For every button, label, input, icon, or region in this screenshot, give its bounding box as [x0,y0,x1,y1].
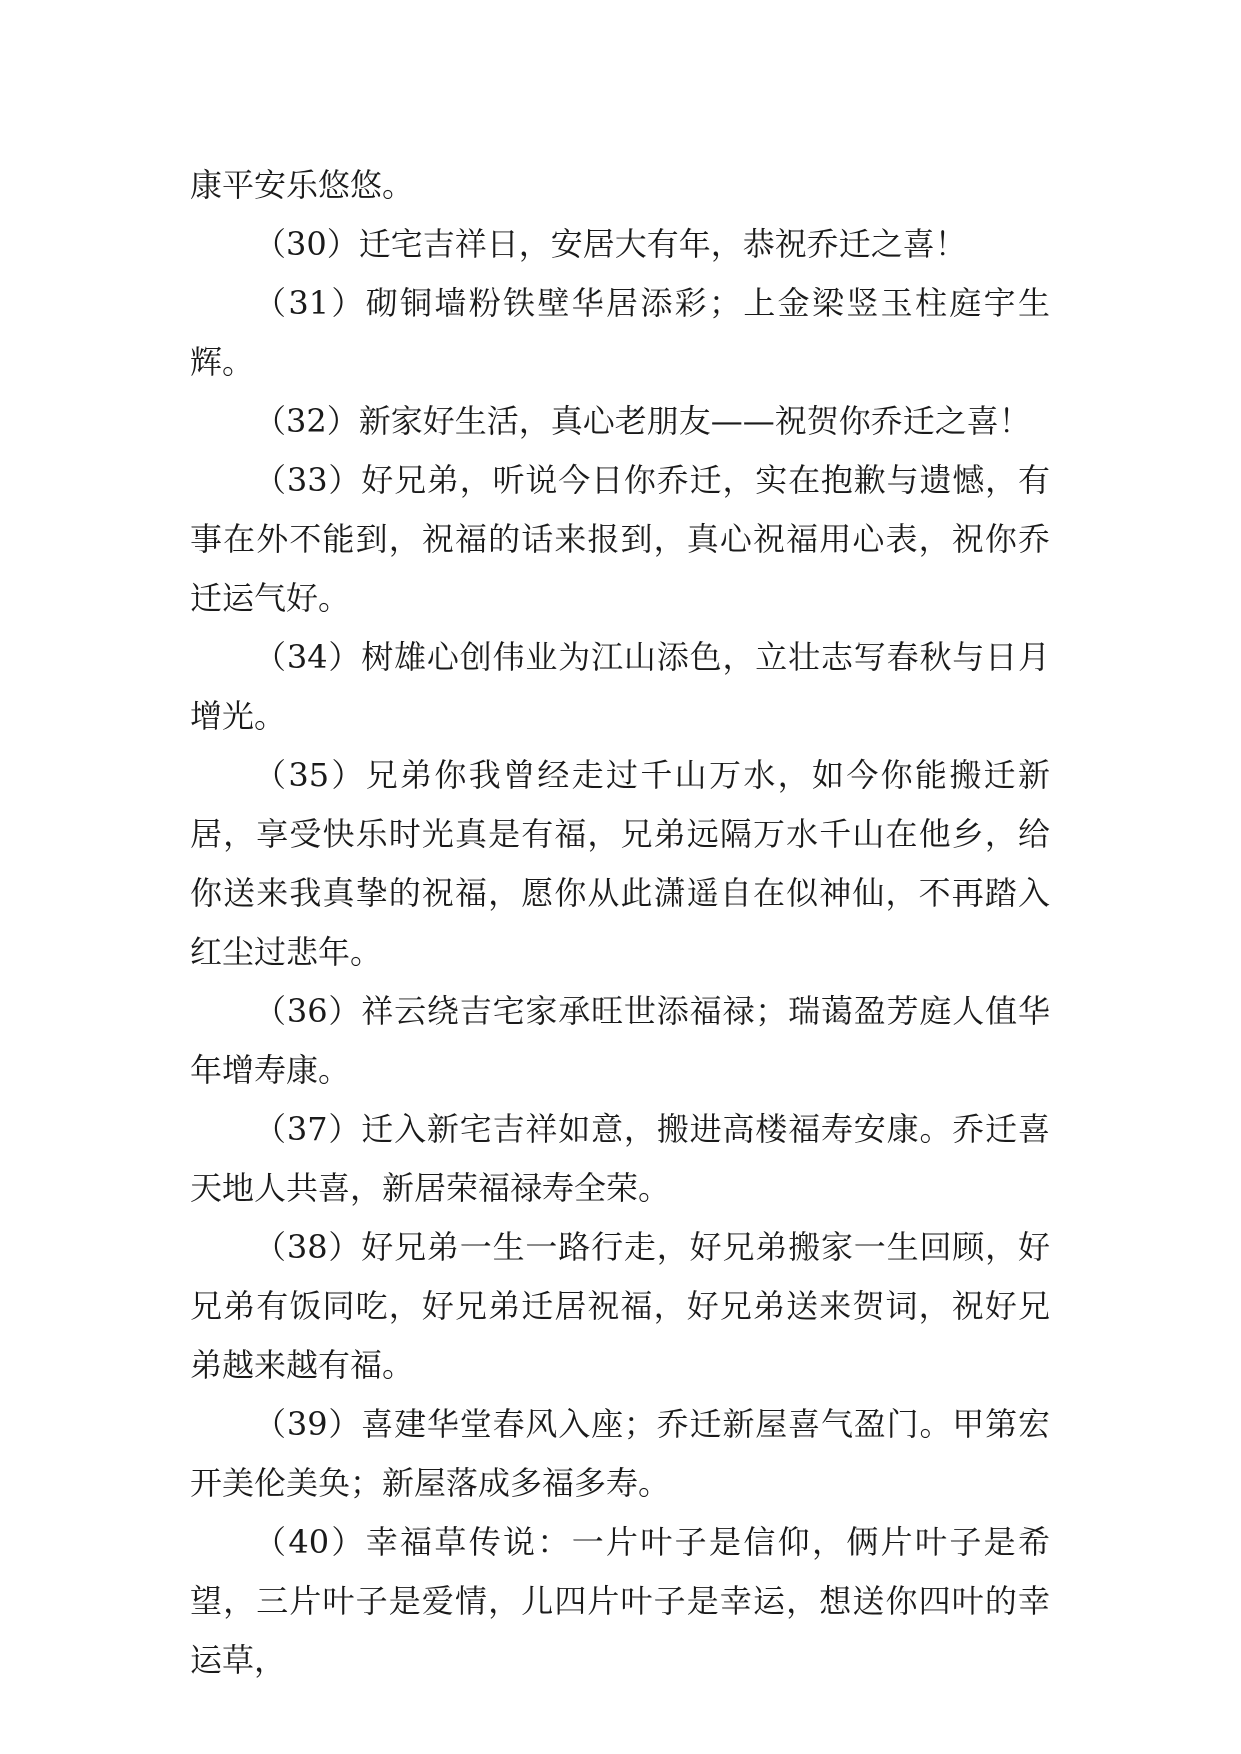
document-body [190,156,1050,1690]
paragraph-31: （31）砌铜墙粉铁壁华居添彩；上金梁竖玉柱庭宇生辉。 [190,284,1050,381]
paragraph-continuation: 康平安乐悠悠。 [190,166,415,204]
paragraph-38: （38）好兄弟一生一路行走，好兄弟搬家一生回顾，好兄弟有饭同吃，好兄弟迁居祝福，好兄弟送来贺词，祝好兄弟越来越有福。 [190,1228,1050,1384]
paragraph-34: （34）树雄心创伟业为江山添色，立壮志写春秋与日月增光。 [190,638,1050,735]
paragraph-40: （40）幸福草传说：一片叶子是信仰，俩片叶子是希望，三片叶子是爱情，儿四片叶子是幸运，想送你四叶的幸运草， [190,1523,1050,1679]
paragraph-37: （37）迁入新宅吉祥如意，搬进高楼福寿安康。乔迁喜天地人共喜，新居荣福禄寿全荣。 [190,1110,1050,1207]
paragraph-33: （33）好兄弟，听说今日你乔迁，实在抱歉与遗憾，有事在外不能到，祝福的话来报到，真心祝福用心表，祝你乔迁运气好。 [190,461,1050,617]
paragraph-35: （35）兄弟你我曾经走过千山万水，如今你能搬迁新居，享受快乐时光真是有福，兄弟远隔万水千山在他乡，给你送来我真挚的祝福，愿你从此潇遥自在似神仙，不再踏入红尘过悲年。 [190,756,1050,971]
paragraph-30: （30）迁宅吉祥日，安居大有年，恭祝乔迁之喜！ [254,225,967,263]
paragraph-32: （32）新家好生活，真心老朋友——祝贺你乔迁之喜！ [254,402,1031,440]
paragraph-36: （36）祥云绕吉宅家承旺世添福禄；瑞蔼盈芳庭人值华年增寿康。 [190,992,1050,1089]
paragraph-39: （39）喜建华堂春风入座；乔迁新屋喜气盈门。甲第宏开美伦美奂；新屋落成多福多寿。 [190,1405,1050,1502]
